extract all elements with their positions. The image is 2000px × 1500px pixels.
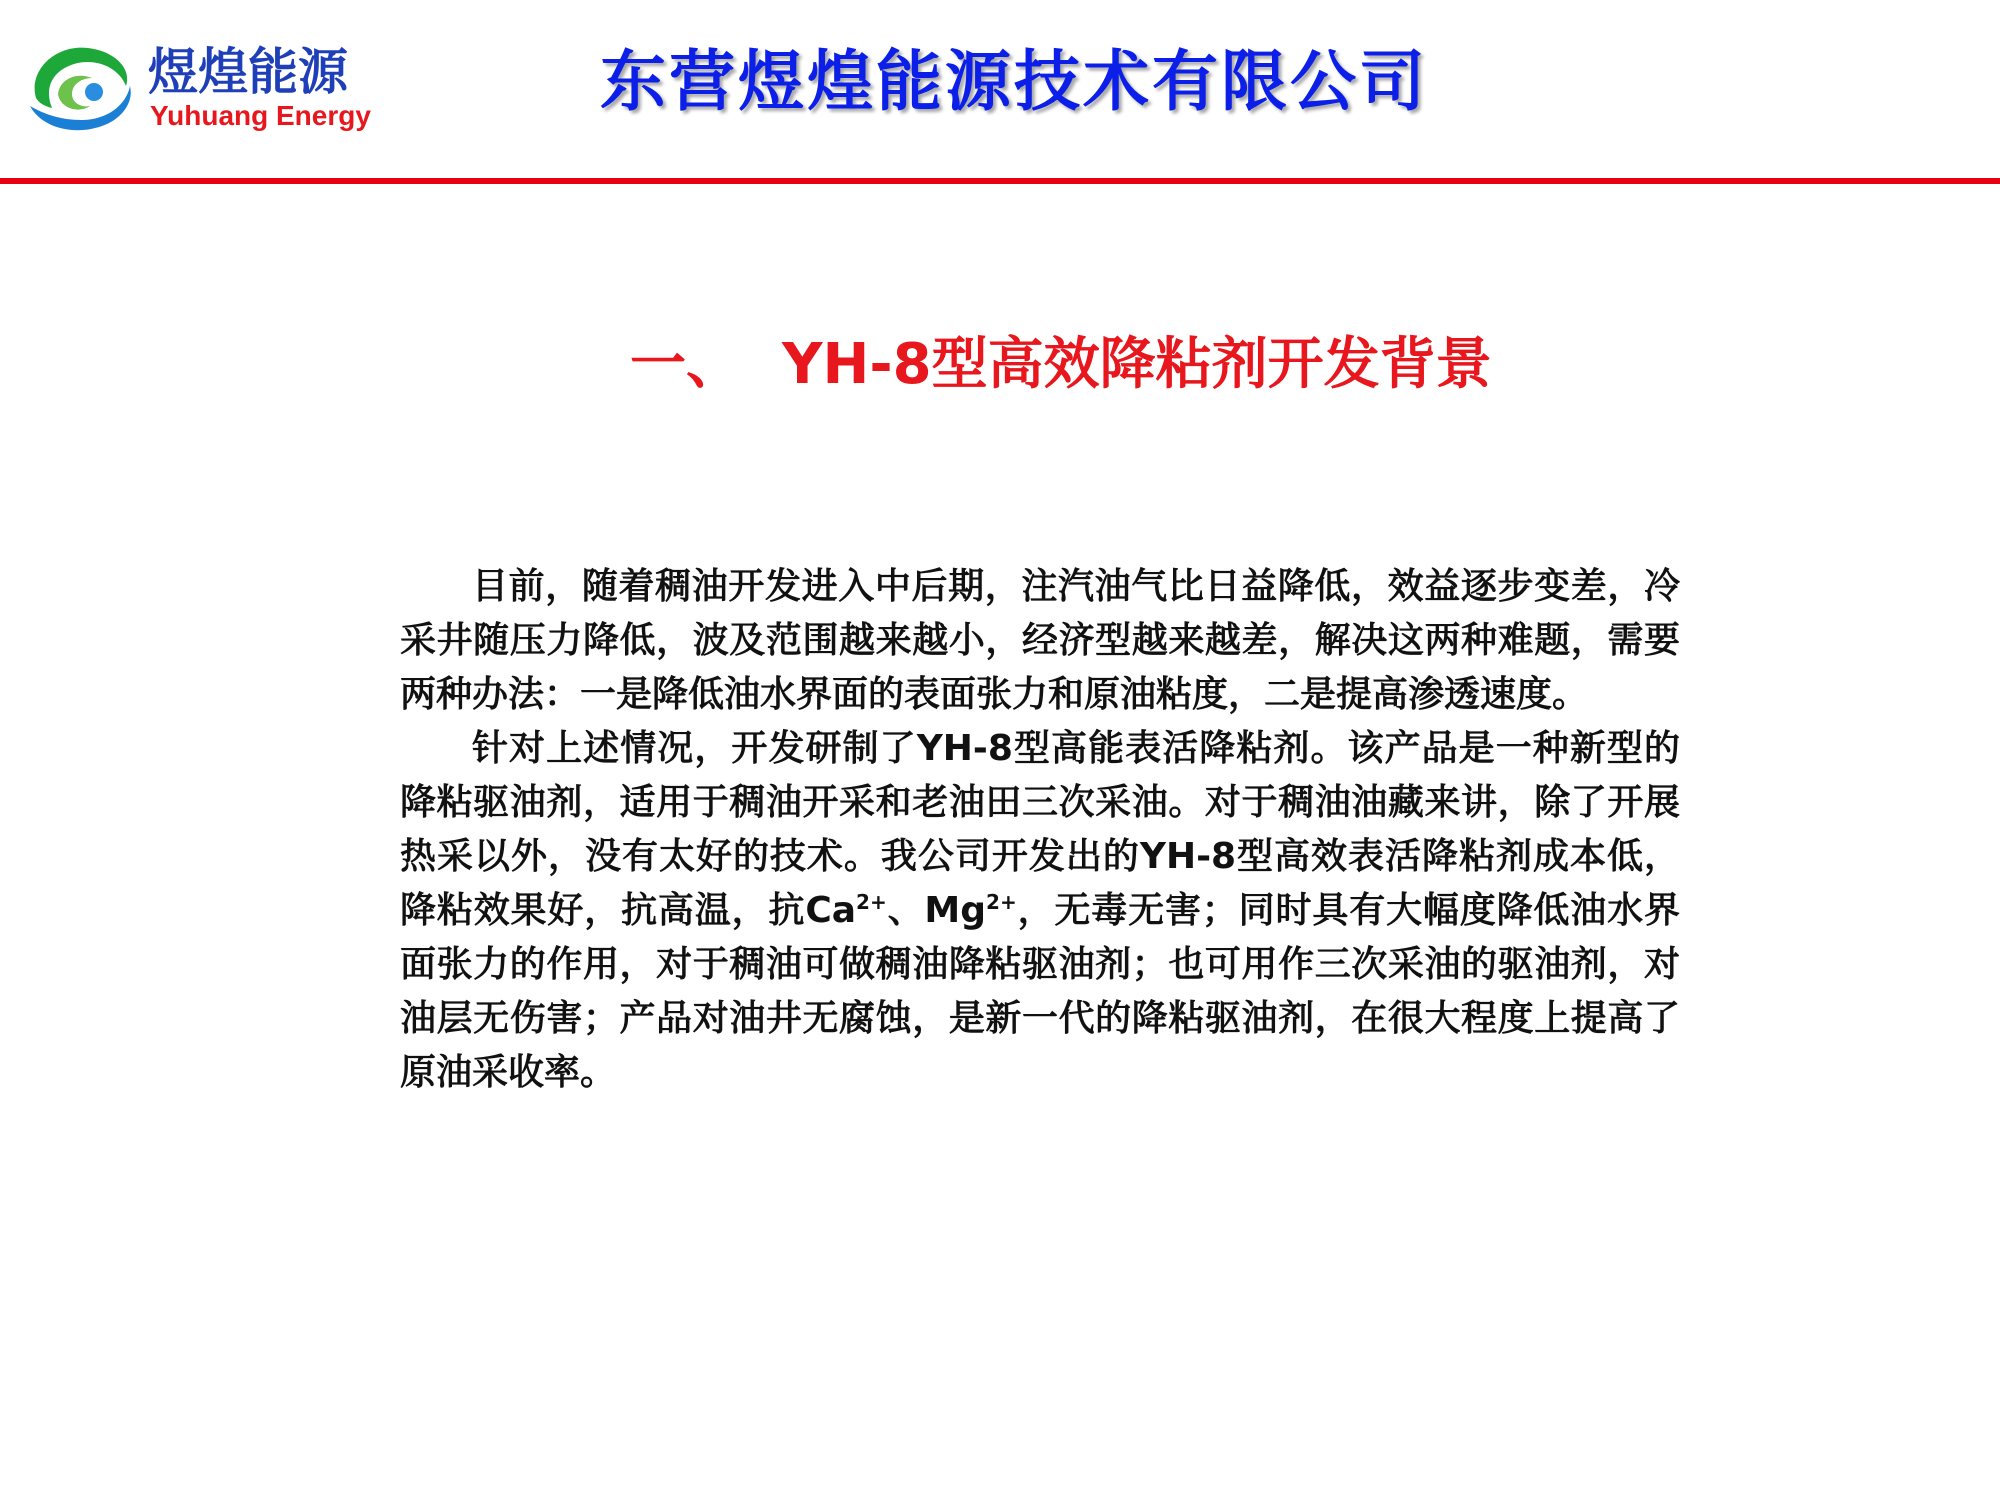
section-title: YH-8型高效降粘剂开发背景 (782, 332, 1492, 397)
section-number: 一、 (630, 332, 742, 397)
paragraph-2-part-c: ，无毒无害；同时具有大幅度降低油水界面张力的作用，对于稠油可做稠油降粘驱油剂；也可用作三次采油的驱油剂，对油层无伤害；产品对油井无腐蚀，是新一代的降粘驱油剂，在很大程度上提高了原油采收率。 (400, 890, 1680, 1093)
paragraph-2-part-b: 、Mg (886, 890, 987, 931)
calcium-charge: 2+ (856, 890, 887, 914)
paragraph-2-part-a: 针对上述情况，开发研制了YH-8型高能表活降粘剂。该产品是一种新型的降粘驱油剂，适用于稠油开采和老油田三次采油。对于稠油油藏来讲，除了开展热采以外，没有太好的技术。我公司开发出的YH-8型高效表活降粘剂成本低，降粘效果好，抗高温，抗Ca (400, 728, 1680, 931)
logo-english-name: Yuhuang Energy (150, 100, 371, 131)
magnesium-charge: 2+ (986, 890, 1017, 914)
section-heading (630, 330, 1530, 400)
paragraph-1: 目前，随着稠油开发进入中后期，注汽油气比日益降低，效益逐步变差，冷采井随压力降低，波及范围越来越小，经济型越来越差，解决这两种难题，需要两种办法：一是降低油水界面的表面张力和原油粘度，二是提高渗透速度。 (400, 566, 1680, 715)
header-divider (0, 178, 2000, 184)
paragraph-2 (400, 722, 1680, 1100)
swirl-logo-icon (22, 36, 142, 136)
logo-chinese-name: 煜煌能源 (148, 43, 348, 101)
body-text (400, 560, 1680, 1100)
company-name-title: 东营煜煌能源技术有限公司 (600, 43, 1428, 120)
company-logo (22, 36, 392, 136)
